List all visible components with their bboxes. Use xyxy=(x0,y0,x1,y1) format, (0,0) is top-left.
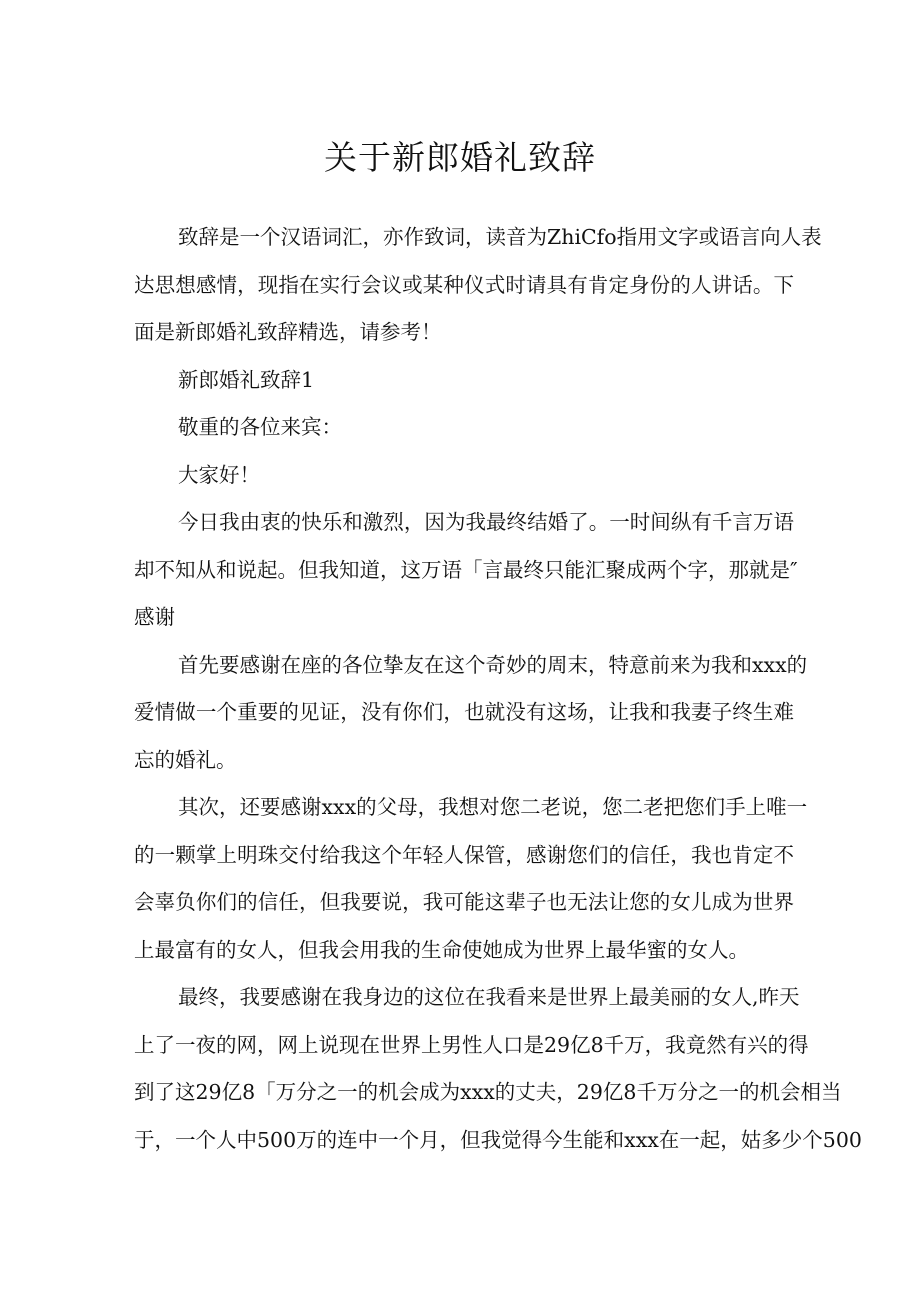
body-line: 面是新郎婚礼致辞精选，请参考！ xyxy=(134,320,442,344)
body-line: 致辞是一个汉语词汇，亦作致词，读音为ZhiCfo指用文字或语言向人表 xyxy=(178,225,822,249)
body-line: 忘的婚礼。 xyxy=(134,747,237,772)
body-line: 新郎婚礼致辞1 xyxy=(178,367,315,392)
body-line: 感谢 xyxy=(134,605,175,629)
body-line: 会辜负你们的信任，但我要说，我可能这辈子也无法让您的女儿成为世界 xyxy=(134,890,794,914)
body-line: 的一颗掌上明珠交付给我这个年轻人保管，感谢您们的信任，我也肯定不 xyxy=(134,842,794,867)
body-line: 上最富有的女人，但我会用我的生命使她成为世界上最华蜜的女人。 xyxy=(134,937,749,962)
body-line: 今日我由衷的快乐和激烈，因为我最终结婚了。一时间纵有千言万语 xyxy=(178,510,794,534)
document-title: 关于新郎婚礼致辞 xyxy=(324,138,596,177)
body-line: 首先要感谢在座的各位挚友在这个奇妙的周末，特意前来为我和xxx的 xyxy=(178,652,808,677)
body-line: 于，一个人中500万的连中一个月，但我觉得今生能和xxx在一起，姑多少个500 xyxy=(134,1127,862,1152)
body-line: 其次，还要感谢xxx的父母，我想对您二老说，您二老把您们手上唯一 xyxy=(178,795,808,819)
document-body xyxy=(134,214,862,1164)
body-line: 最终，我要感谢在我身边的这位在我看来是世界上最美丽的女人,昨天 xyxy=(178,985,800,1009)
body-line: 大家好！ xyxy=(178,462,260,487)
body-line: 却不知从和说起。但我知道，这万语「言最终只能汇聚成两个字，那就是″ xyxy=(134,557,798,582)
body-line: 上了一夜的网，网上说现在世界上男性人口是29亿8千万，我竟然有兴的得 xyxy=(134,1032,809,1057)
body-line: 达思想感情，现指在实行会议或某种仪式时请具有肯定身份的人讲话。下 xyxy=(134,272,794,297)
body-line: 到了这29亿8「万分之一的机会成为xxx的丈夫，29亿8千万分之一的机会相当 xyxy=(134,1080,842,1104)
body-line: 敬重的各位来宾： xyxy=(178,415,342,439)
body-line: 爱情做一个重要的见证，没有你们，也就没有这场，让我和我妻子终生难 xyxy=(134,700,794,724)
